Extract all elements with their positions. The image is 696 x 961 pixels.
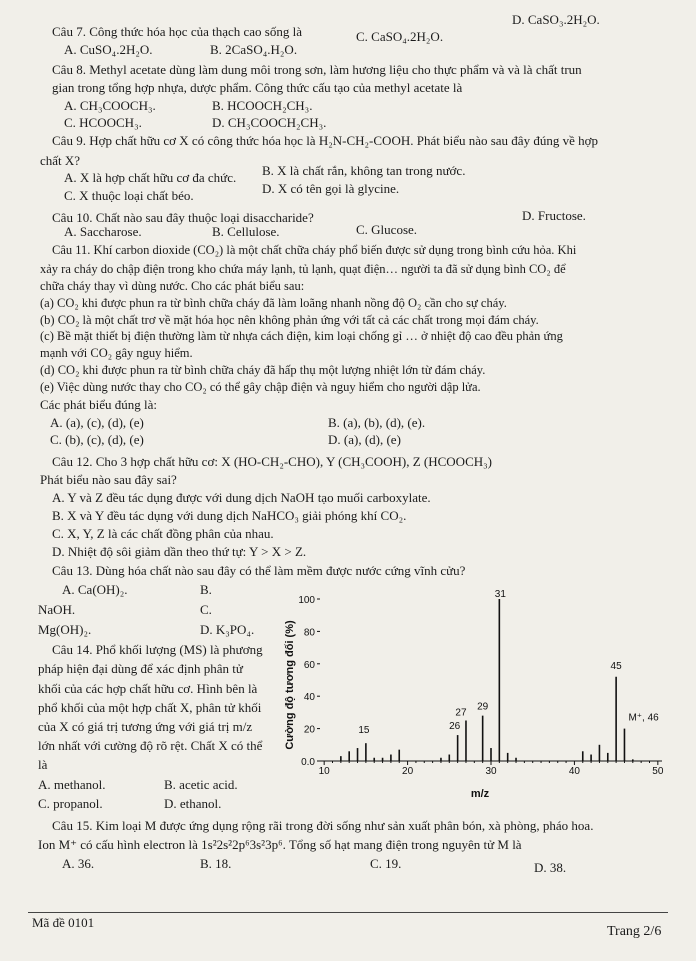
q14-option-c: C. propanol. [38, 796, 103, 811]
x-tick-label: 20 [402, 766, 414, 777]
x-tick-label: 40 [568, 766, 580, 777]
q11-line-3: chữa cháy thay vì dùng nước. Cho các phát biểu sau: [40, 279, 305, 293]
q12-option-c: C. X, Y, Z là các chất đồng phân của nhau. [52, 526, 274, 541]
peak-label: 29 [477, 701, 489, 713]
peak-label: 27 [455, 707, 467, 719]
q9-option-a: A. X là hợp chất hữu cơ đa chức. [64, 170, 237, 185]
q15-option-a: A. 36. [62, 856, 95, 871]
y-tick-label: 100 [298, 595, 315, 606]
q13-option-d: D. K₃PO₄. [200, 622, 255, 637]
q9-option-c: C. X thuộc loại chất béo. [64, 188, 194, 203]
q14-line-1: Câu 14. Phổ khối lượng (MS) là phương [52, 642, 263, 657]
q11-statement-b: (b) CO₂ là một chất trơ về mặt hóa học nên không phản ứng với tất cả các chất trong mọi đám cháy. [40, 313, 539, 327]
page-number: Trang 2/6 [607, 924, 662, 939]
mass-spectrum-chart [284, 585, 684, 800]
q8-line-2: gian trong tổng hợp nhựa, dược phẩm. Công thức cấu tạo của methyl acetate là [52, 80, 463, 95]
q12-option-b: B. X và Y đều tác dụng với dung dịch NaHCO₃ giải phóng khí CO₂. [52, 508, 407, 523]
q9-line-1: Câu 9. Hợp chất hữu cơ X có công thức hóa học là H₂N-CH₂-COOH. Phát biểu nào sau đây đúng về hợp [52, 133, 598, 148]
q10-option-a: A. Saccharose. [64, 224, 142, 239]
q11-prompt: Các phát biểu đúng là: [40, 397, 157, 412]
q14-option-a: A. methanol. [38, 777, 106, 792]
q14-line-5: của X có giá trị tương ứng với giá trị m/z [38, 719, 253, 734]
q7-option-b: B. 2CaSO₄.H₂O. [210, 42, 298, 57]
x-axis-label: m/z [470, 788, 490, 800]
y-tick-label: 40 [303, 692, 315, 704]
q8-option-a: A. CH₃COOCH₃. [64, 98, 156, 113]
q14-line-2: pháp hiện đại dùng để xác định phân tử [38, 661, 243, 676]
q11-option-c: C. (b), (c), (d), (e) [50, 432, 144, 447]
exam-code: Mã đề 0101 [32, 915, 95, 930]
y-tick-label: 60 [303, 659, 315, 671]
q11-statement-d: (d) CO₂ khi được phun ra từ bình chữa cháy đã hấp thụ một lượng nhiệt lớn từ đám cháy. [40, 363, 486, 377]
q14-option-b: B. acetic acid. [164, 777, 238, 792]
q11-statement-c: (c) Bề mặt thiết bị điện thường làm từ nhựa cách điện, kim loại chống gỉ … ở nhiệt độ cao đều phản ứng [40, 329, 563, 343]
q10-stem: Câu 10. Chất nào sau đây thuộc loại disaccharide? [52, 210, 314, 225]
footer-divider [28, 912, 668, 913]
q9-line-2: chất X? [40, 153, 81, 168]
q13-option-a: A. Ca(OH)₂. [62, 582, 128, 597]
q9-option-d: D. X có tên gọi là glycine. [262, 181, 400, 196]
peak-label: 45 [610, 660, 622, 672]
q10-option-d: D. Fructose. [522, 208, 586, 223]
q8-line-1: Câu 8. Methyl acetate dùng làm dung môi trong sơn, làm hương liệu cho thực phẩm và và là chất trun [52, 62, 582, 77]
y-tick-label: 20 [303, 724, 315, 736]
y-axis-label: Cường độ tương đối (%) [284, 620, 296, 750]
q15-line-2: Ion M⁺ có cấu hình electron là 1s²2s²2p⁶3s²3p⁶. Tổng số hạt mang điện trong nguyên tử M là [38, 837, 522, 852]
q9-option-b: B. X là chất rắn, không tan trong nước. [262, 163, 466, 178]
q13-option-c: C. [200, 602, 212, 617]
peak-label: M⁺, 46 [628, 712, 659, 724]
x-tick-label: 10 [318, 766, 330, 777]
y-tick-label: 80 [303, 627, 315, 639]
q12-line-1: Câu 12. Cho 3 hợp chất hữu cơ: X (HO-CH₂-CHO), Y (CH₃COOH), Z (HCOOCH₃) [52, 454, 492, 469]
peak-label: 15 [358, 725, 370, 737]
q8-option-d: D. CH₃COOCH₂CH₃. [212, 115, 327, 130]
q13-option-b-text: NaOH. [38, 602, 76, 617]
q11-statement-c-cont: mạnh với CO₂ gây nguy hiểm. [40, 346, 193, 360]
q11-statement-e: (e) Việc dùng nước thay cho CO₂ có thể gây chập điện và nguy hiểm cho người dập lửa. [40, 380, 481, 394]
q12-line-2: Phát biểu nào sau đây sai? [40, 472, 177, 487]
peak-label: 26 [449, 721, 461, 733]
q14-line-4: phổ khối của một hợp chất X, phân tử khối [38, 700, 262, 715]
q13-stem: Câu 13. Dùng hóa chất nào sau đây có thể làm mềm được nước cứng vĩnh cửu? [52, 563, 466, 578]
q11-option-d: D. (a), (d), (e) [328, 432, 401, 447]
q11-line-1: Câu 11. Khí carbon dioxide (CO₂) là một chất chữa cháy phổ biến được sử dụng trong bình cứu hỏa. Khi [52, 243, 577, 257]
q15-line-1: Câu 15. Kim loại M được ứng dụng rộng rãi trong đời sống như sản xuất phân bón, xà phòng, pháo hoa. [52, 818, 594, 833]
q14-line-7: là [38, 757, 48, 772]
q11-option-b: B. (a), (b), (d), (e). [328, 415, 426, 430]
q10-option-b: B. Cellulose. [212, 224, 280, 239]
q8-option-b: B. HCOOCH₂CH₃. [212, 98, 313, 113]
q15-option-d: D. 38. [534, 860, 567, 875]
q7-stem: Câu 7. Công thức hóa học của thạch cao sống là [52, 24, 303, 39]
q13-option-c-text: Mg(OH)₂. [38, 622, 92, 637]
q13-option-b: B. [200, 582, 212, 597]
q12-option-d: D. Nhiệt độ sôi giảm dần theo thứ tự: Y > X > Z. [52, 544, 307, 559]
q14-line-3: khối của các hợp chất hữu cơ. Hình bên là [38, 681, 258, 696]
q15-option-c: C. 19. [370, 856, 402, 871]
q11-statement-a: (a) CO₂ khi được phun ra từ bình chữa cháy đã làm loãng nhanh nồng độ O₂ cần cho sự cháy. [40, 296, 507, 310]
q7-option-a: A. CuSO₄.2H₂O. [64, 42, 153, 57]
q7-option-c: C. CaSO₄.2H₂O. [356, 29, 444, 44]
x-tick-label: 30 [485, 766, 497, 777]
q14-option-d: D. ethanol. [164, 796, 222, 811]
q14-line-6: lớn nhất với cường độ rõ rệt. Chất X có thể [38, 738, 263, 753]
q11-option-a: A. (a), (c), (d), (e) [50, 415, 144, 430]
q15-option-b: B. 18. [200, 856, 232, 871]
peak-label: 31 [494, 589, 506, 600]
q10-option-c: C. Glucose. [356, 222, 418, 237]
q8-option-c: C. HCOOCH₃. [64, 115, 142, 130]
y-tick-label: 0.0 [301, 757, 315, 768]
x-tick-label: 50 [652, 766, 664, 777]
q11-line-2: xảy ra cháy do chập điện trong kho chứa máy lạnh, tủ lạnh, quạt điện… người ta đã sử dụng bình CO₂ để [40, 262, 566, 276]
q12-option-a: A. Y và Z đều tác dụng được với dung dịch NaOH tạo muối carboxylate. [52, 490, 431, 505]
q7-option-d: D. CaSO₃.2H₂O. [512, 12, 600, 27]
